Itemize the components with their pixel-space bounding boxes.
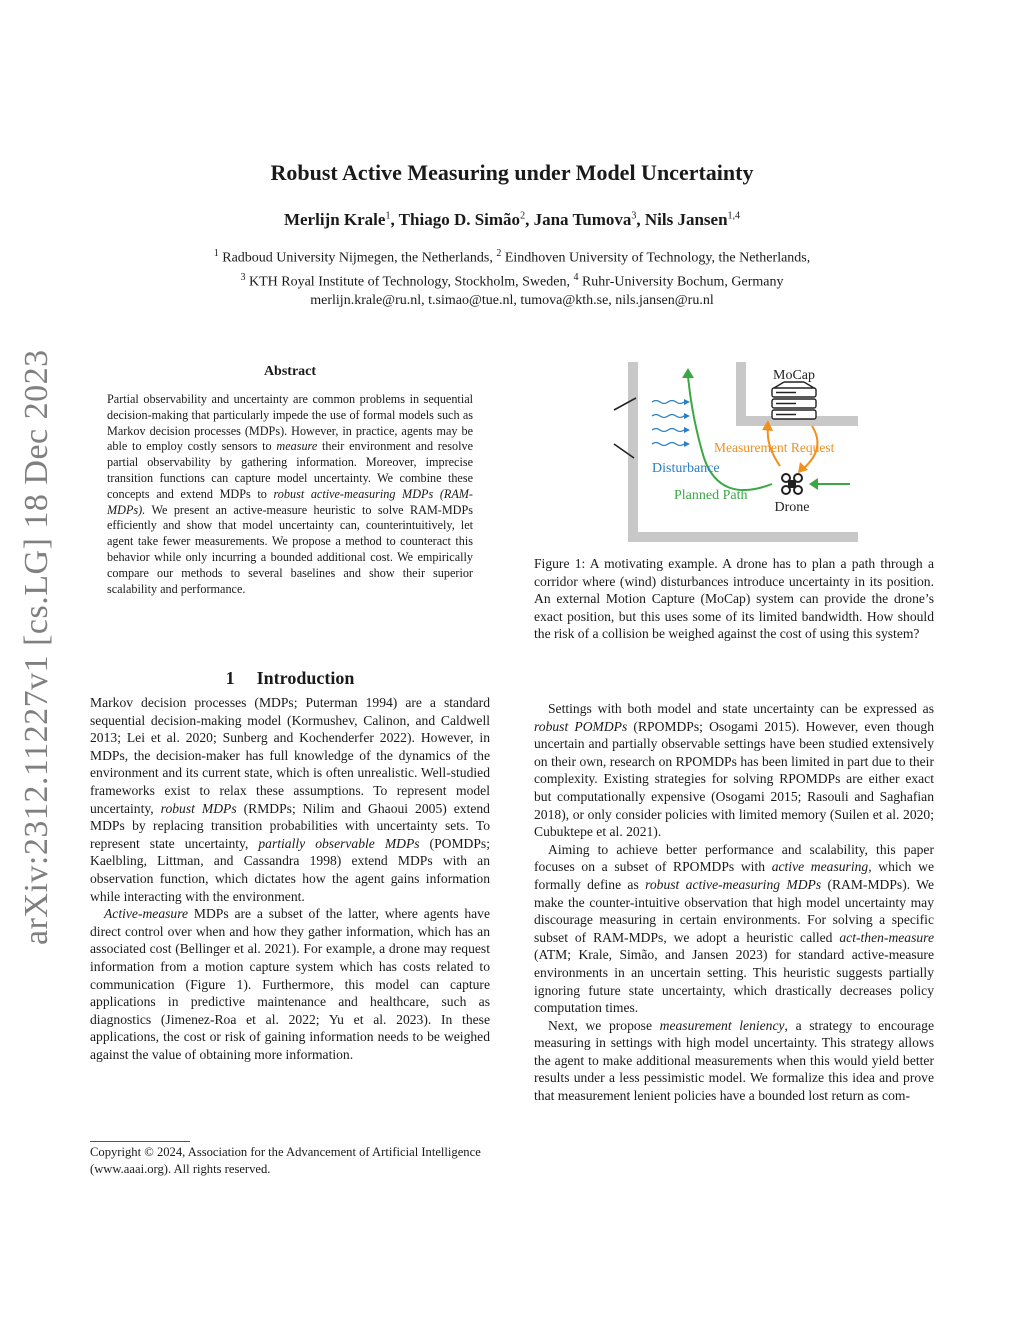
- wind-arrowheads: [684, 399, 690, 447]
- figure-diagram: [600, 358, 870, 548]
- affil-sup: 4: [573, 271, 579, 283]
- affiliation-line: [0, 268, 1024, 292]
- affiliations: [0, 244, 1024, 310]
- arrowhead: [684, 413, 690, 419]
- text: , which we formally define as: [534, 859, 934, 892]
- abstract-heading: Abstract: [263, 364, 317, 379]
- wind-wave: [652, 429, 684, 432]
- emph: Active-measure: [104, 906, 189, 922]
- text: Next, we propose: [548, 1017, 660, 1033]
- affiliation-line: [0, 244, 1024, 268]
- disturbance-waves: [652, 401, 684, 446]
- emph: measurement leniency: [659, 1017, 785, 1033]
- paragraph: [534, 841, 934, 1017]
- emph: robust POMDPs: [534, 718, 628, 734]
- paragraph: [534, 1017, 934, 1105]
- affil-text: KTH Royal Institute of Technology, Stockholm, Sweden,: [248, 274, 570, 290]
- author-name: Merlijn Krale: [283, 210, 386, 229]
- footnote-rule: [90, 1141, 190, 1142]
- author-sup: 1,4: [727, 210, 741, 222]
- author-list: Merlijn Krale$^1$, Thiago D. Simão$^2$, Jana Tumova$^3$, Nils Jansen$^{1,4}$: [283, 210, 741, 229]
- drone-body: [789, 481, 795, 487]
- author-sup: 1: [385, 210, 391, 222]
- section-number: 1: [225, 668, 235, 688]
- text: MDPs are a subset of the latter, where agents have direct control over when and how they gather information, which has an associated cost (Bellinger et al. 2021). For example, a drone may request information from a motion capture system which has costs related to communication (Figure 1). Furthermore, this model can capture applications in predictive maintenance and healthcare, such as diagnostics (Jimenez-Roa et al. 2022; Yu et al. 2023). In these applications, the cost or risk of gaining information needs to be weighed against the value of obtaining more information.: [90, 906, 490, 1062]
- copyright-footnote: Copyright © 2024, Association for the Advancement of Artificial Intelligence (www.aaai.org). All rights reserved.: [90, 1145, 481, 1176]
- left-column-body: [90, 694, 490, 1063]
- affil-text: Eindhoven University of Technology, the Netherlands,: [504, 250, 811, 266]
- author-name: Jana Tumova: [533, 210, 632, 229]
- paragraph: [90, 905, 490, 1063]
- abstract-text: We present an active-measure heuristic to solve RAM-MDPs efficiently and show that model uncertainty can, counterintuitively, let agent take fewer measurements. We propose a method to counteract this behavior while only incurring a bounded additional cost. We empirically compare our methods to several baselines and show their superior scalability and performance.: [107, 502, 473, 596]
- affil-sup: 2: [496, 248, 502, 259]
- paragraph: [534, 700, 934, 841]
- text: (RAM-MDPs). We make the counter-intuitive observation that high model uncertainty may discourage measuring in certain environments. For solving a specific subset of RAM-MDPs, we adopt a heuristic called: [534, 876, 935, 945]
- abstract-emph: robust active-measuring MDPs (RAM-MDPs).: [107, 486, 473, 517]
- section-title: Introduction: [256, 668, 355, 688]
- paragraph: [90, 694, 490, 905]
- emph: active measuring: [771, 859, 869, 875]
- text: (RMDPs; Nilim and Ghaoui 2005) extend MDPs by replacing transition probabilities with uncertainty sets. To represent state uncertainty,: [90, 800, 490, 851]
- mocap-label: MoCap: [773, 368, 815, 383]
- abstract-text: Partial observability and uncertainty are common problems in sequential decision-making that particularly impede the use of formal models such as Markov decision processes (MDPs). However, in practice, agents may be able to employ costly sensors to: [107, 392, 473, 454]
- drone-icon: [782, 474, 802, 494]
- emph: robust active-measuring MDPs: [645, 876, 822, 892]
- emph: robust MDPs: [160, 800, 237, 816]
- wind-wave: [652, 415, 684, 418]
- text: , a strategy to encourage measuring in settings with high model uncertainty. This strategy allows the agent to make additional measurements when this would yield better results under a less pessimistic model. We formalize this idea and prove that measurement lenient policies have a bounded lost return as com-: [534, 1017, 934, 1104]
- measurement-request-label: Measurement Request: [714, 440, 835, 455]
- planned-path-label: Planned Path: [674, 488, 748, 503]
- planned-path-arrowhead: [682, 368, 694, 378]
- corridor-wall-left: [628, 362, 638, 542]
- measurement-response-arrowhead: [798, 462, 808, 473]
- arrowhead: [684, 399, 690, 405]
- emph: partially observable MDPs: [258, 835, 420, 851]
- text: Aiming to achieve better performance and scalability, this paper focuses on a subset of RPOMDPs with: [534, 841, 934, 875]
- affil-sup: 1: [213, 248, 219, 259]
- paper-title: Robust Active Measuring under Model Uncertainty: [270, 160, 754, 185]
- author-name: Nils Jansen: [644, 210, 728, 229]
- section-heading: [90, 668, 490, 689]
- affil-text: Ruhr-University Bochum, Germany: [581, 274, 784, 290]
- text: (POMDPs; Kaelbling, Littman, and Cassandra 1998) extend MDPs with an observation function, which dictates how the agent gains information while interacting with the environment.: [90, 835, 490, 904]
- arrowhead: [684, 441, 690, 447]
- text: (RPOMDPs; Osogami 2015). However, even though uncertain and partially observable settings have been studied extensively on their own, research on RPOMDPs has been limited in part due to their complexity. Existing strategies for solving RPOMDPs are either exact but computationally expensive (Osogami 2015; Rasouli and Saghafian 2018), or only consider policies with limited memory (Suilen et al. 2020; Cubuktepe et al. 2021).: [534, 718, 934, 840]
- emph: act-then-measure: [839, 929, 934, 945]
- wind-wave: [652, 401, 684, 404]
- affil-sup: 3: [240, 271, 246, 283]
- text: (ATM; Krale, Simão, and Jansen 2023) for standard active-measure environments in an uncertain setting. This heuristic suggests partially ignoring future state uncertainty, which drastically decreases policy computation times.: [534, 947, 934, 1016]
- figure-caption: Figure 1: A motivating example. A drone has to plan a path through a corridor where (wind) disturbances introduce uncertainty in its position. An external Motion Capture (MoCap) system can provide the drone’s exact position, but this uses some of its limited bandwidth. How should the risk of a collision be weighed against the cost of using this system?: [534, 556, 934, 642]
- text: Settings with both model and state uncertainty can be expressed as: [548, 701, 934, 716]
- affil-text: Radboud University Nijmegen, the Netherlands,: [222, 250, 493, 266]
- author-sup: 3: [631, 210, 637, 222]
- wind-wave: [652, 443, 684, 446]
- right-column-body: [534, 700, 934, 1105]
- corridor-wall-bottom: [628, 532, 858, 542]
- figure-1: [600, 358, 870, 548]
- disturbance-label: Disturbance: [652, 461, 720, 476]
- mocap-server-icon: [772, 382, 816, 419]
- arxiv-stamp: arXiv:2312.11227v1 [cs.LG] 18 Dec 2023: [18, 349, 55, 945]
- abstract-text: their environment and resolve partial observability by gathering information. Moreover, imprecise transition functions can capture model uncertainty. We combine these concepts and extend MDPs to: [107, 439, 474, 501]
- drone-incoming-arrowhead: [809, 478, 818, 490]
- author-emails: merlijn.krale@ru.nl, t.simao@tue.nl, tumova@kth.se, nils.jansen@ru.nl: [310, 293, 714, 309]
- drone-label: Drone: [774, 500, 810, 515]
- arrowhead: [684, 427, 690, 433]
- author-sup: 2: [520, 210, 526, 222]
- abstract-body: [107, 392, 473, 597]
- text: Markov decision processes (MDPs; Puterman 1994) are a standard sequential decision-making model (Kormushev, Calinon, and Caldwell 2013; Lei et al. 2020; Sunberg and Kochenderfer 2022). However, in MDPs, the decision-maker has full knowledge of the dynamics of the environment and its current state, which is often unrealistic. Well-studied frameworks exist to relax these assumptions. To represent model uncertainty,: [90, 695, 490, 816]
- author-name: Thiago D. Simão: [398, 210, 521, 229]
- abstract-emph: measure: [276, 439, 318, 454]
